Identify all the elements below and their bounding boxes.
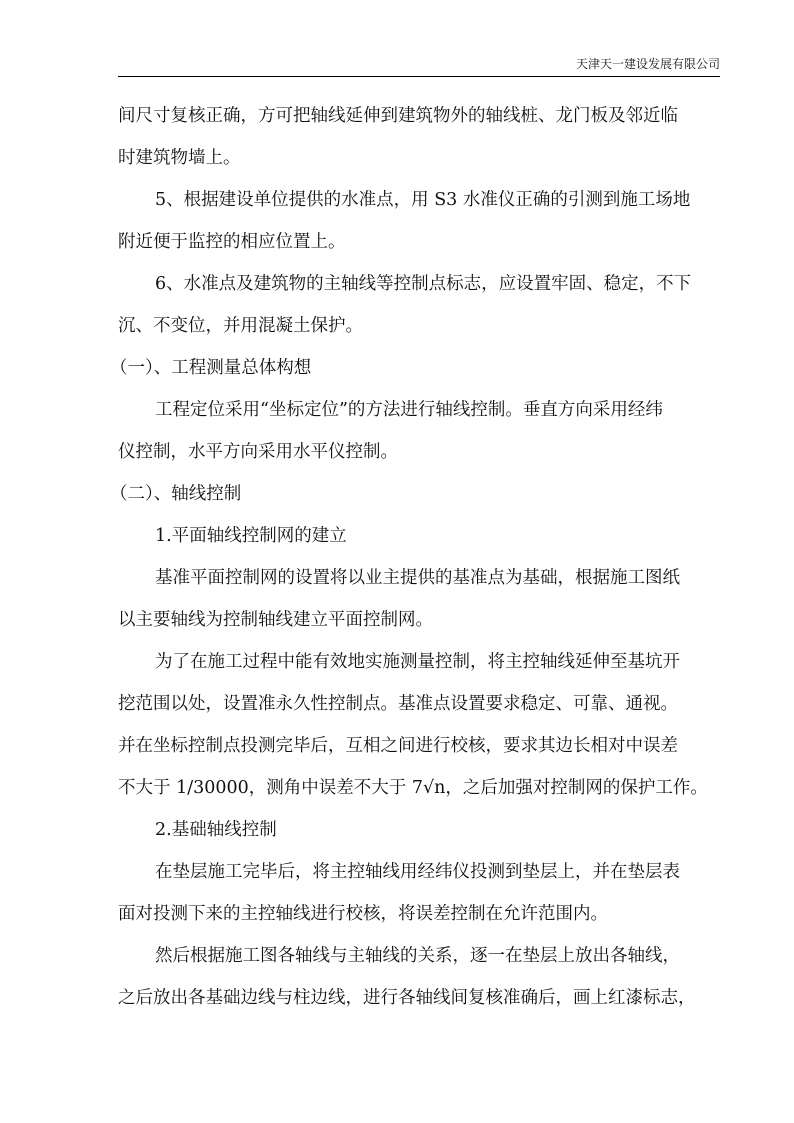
subsection-heading-2: 2.基础轴线控制 xyxy=(155,820,277,840)
document-body xyxy=(110,96,728,1020)
body-line: 时建筑物墙上。 xyxy=(118,148,241,168)
body-line: 间尺寸复核正确，方可把轴线延伸到建筑物外的轴线桩、龙门板及邻近临 xyxy=(118,106,678,126)
body-line: 仪控制，水平方向采用水平仪控制。 xyxy=(118,442,398,462)
list-item-5: 5、根据建设单位提供的水准点，用 S3 水准仪正确的引测到施工场地 xyxy=(155,190,691,210)
body-line: 不大于 1/30000，测角中误差不大于 7√n，之后加强对控制网的保护工作。 xyxy=(118,778,708,798)
section-heading-2: （二）、轴线控制 xyxy=(110,484,242,504)
body-line: 在垫层施工完毕后，将主控轴线用经纬仪投测到垫层上，并在垫层表 xyxy=(155,862,680,882)
body-line: 挖范围以处，设置准永久性控制点。基准点设置要求稳定、可靠、通视。 xyxy=(118,694,678,714)
section-heading-1: （一）、工程测量总体构想 xyxy=(110,358,312,378)
body-line: 沉、不变位，并用混凝土保护。 xyxy=(118,316,363,336)
body-line: 然后根据施工图各轴线与主轴线的关系，逐一在垫层上放出各轴线， xyxy=(155,946,680,966)
body-line: 基准平面控制网的设置将以业主提供的基准点为基础，根据施工图纸 xyxy=(155,568,680,588)
list-item-6: 6、水准点及建筑物的主轴线等控制点标志，应设置牢固、稳定，不下 xyxy=(155,274,692,294)
body-line: 之后放出各基础边线与柱边线，进行各轴线间复核准确后，画上红漆标志， xyxy=(118,988,696,1008)
subsection-heading-1: 1.平面轴线控制网的建立 xyxy=(155,526,347,546)
body-line: 并在坐标控制点投测完毕后，互相之间进行校核，要求其边长相对中误差 xyxy=(118,736,678,756)
body-line: 工程定位采用“坐标定位”的方法进行轴线控制。垂直方向采用经纬 xyxy=(155,400,663,420)
company-name: 天津天一建设发展有限公司 xyxy=(575,57,720,71)
body-line: 附近便于监控的相应位置上。 xyxy=(118,232,346,252)
body-line: 为了在施工过程中能有效地实施测量控制，将主控轴线延伸至基坑开 xyxy=(155,652,680,672)
body-line: 以主要轴线为控制轴线建立平面控制网。 xyxy=(118,610,433,630)
body-line: 面对投测下来的主控轴线进行校核，将误差控制在允许范围内。 xyxy=(118,904,608,924)
page-header xyxy=(118,56,720,77)
